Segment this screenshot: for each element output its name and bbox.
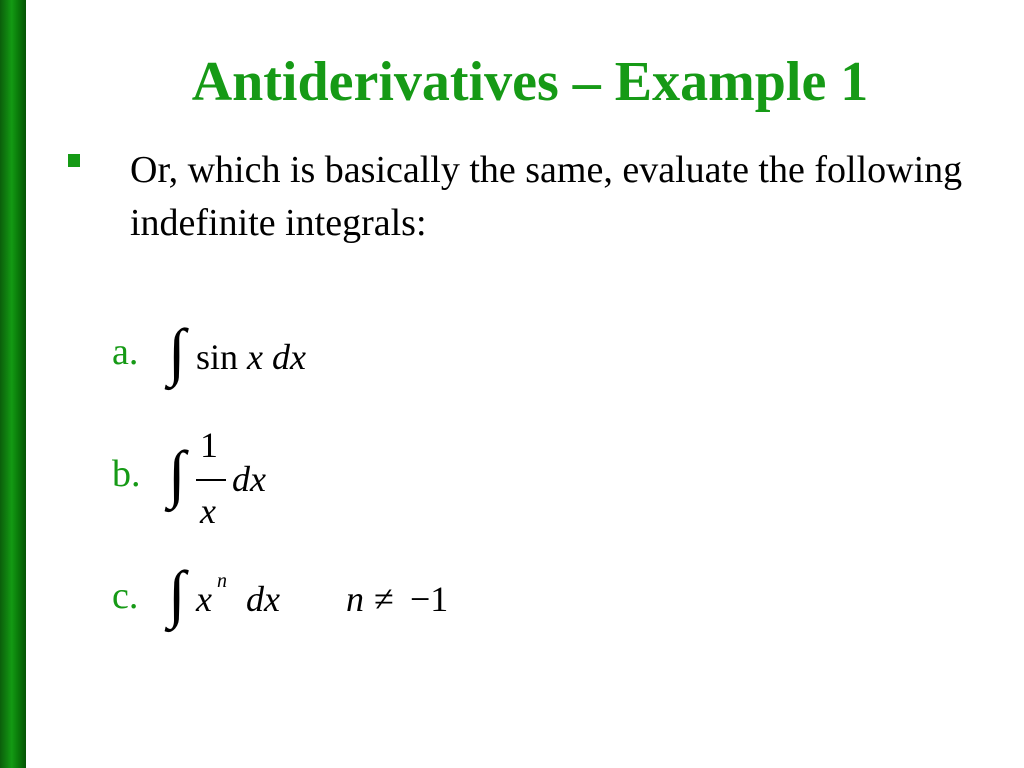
integral-sign-b: ∫ bbox=[168, 438, 186, 509]
item-label-c: c. bbox=[112, 575, 139, 617]
item-label-b: b. bbox=[112, 453, 141, 495]
slide-title: Antiderivatives – Example 1 bbox=[191, 51, 869, 113]
left-accent-bar bbox=[0, 0, 26, 768]
differential-dx: dx bbox=[272, 337, 306, 377]
integral-sign-a: ∫ bbox=[168, 316, 186, 387]
differential-dx-c: dx bbox=[246, 579, 280, 619]
differential-dx-b: dx bbox=[232, 459, 266, 499]
condition-variable: n bbox=[346, 579, 364, 619]
sin-func: sin bbox=[196, 337, 239, 377]
item-label-a: a. bbox=[112, 331, 139, 373]
integral-sign-c: ∫ bbox=[168, 558, 186, 629]
condition-value: −1 bbox=[410, 579, 449, 619]
fraction-numerator: 1 bbox=[200, 425, 218, 465]
fraction-bar bbox=[196, 479, 226, 481]
power-base: x bbox=[196, 579, 212, 619]
not-equal-sign: ≠ bbox=[374, 579, 394, 619]
bullet-text: Or, which is basically the same, evaluate the following indefinite integrals: bbox=[130, 149, 963, 244]
bullet-square-icon bbox=[68, 154, 80, 167]
variable-x: x bbox=[247, 337, 263, 377]
integrand-a bbox=[196, 336, 306, 378]
power-exponent: n bbox=[217, 570, 227, 592]
fraction-denominator: x bbox=[200, 491, 216, 531]
